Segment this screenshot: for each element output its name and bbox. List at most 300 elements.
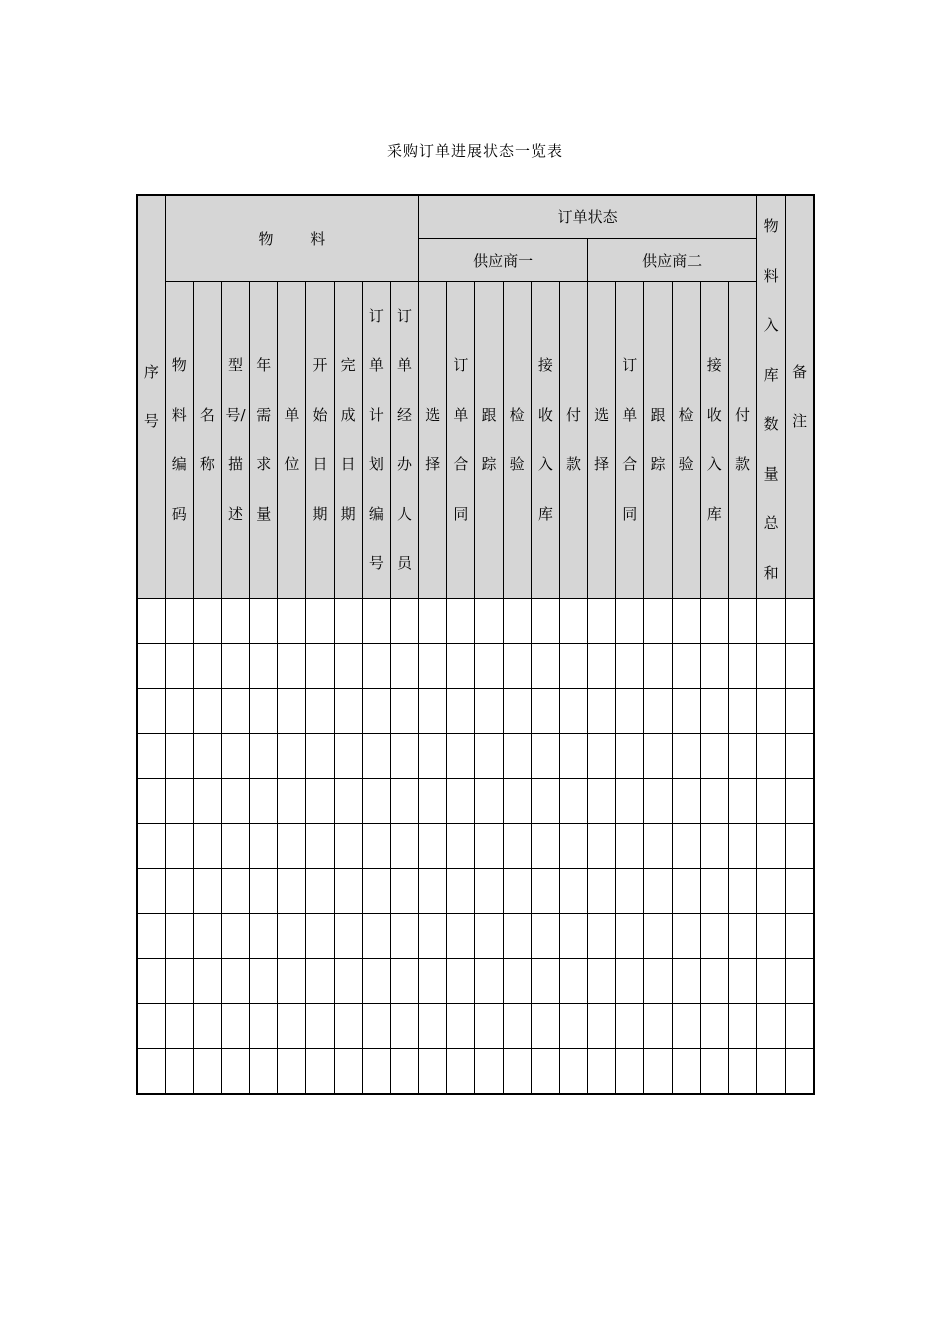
table-cell[interactable] xyxy=(419,734,447,779)
table-cell[interactable] xyxy=(559,1004,587,1049)
table-cell[interactable] xyxy=(757,824,786,869)
table-cell[interactable] xyxy=(588,959,616,1004)
table-cell[interactable] xyxy=(419,1049,447,1094)
header-supplier2-col-2 xyxy=(616,282,644,599)
table-cell[interactable] xyxy=(221,914,249,959)
table-cell[interactable] xyxy=(786,914,814,959)
material-col-label: 单 位 xyxy=(284,405,300,474)
table-cell[interactable] xyxy=(757,779,786,824)
table-cell[interactable] xyxy=(588,644,616,689)
table-cell[interactable] xyxy=(221,734,249,779)
table-cell[interactable] xyxy=(644,869,672,914)
table-cell[interactable] xyxy=(221,869,249,914)
table-cell[interactable] xyxy=(531,914,559,959)
table-cell[interactable] xyxy=(644,689,672,734)
table-cell[interactable] xyxy=(616,1049,644,1094)
table-cell[interactable] xyxy=(447,644,475,689)
table-cell[interactable] xyxy=(390,824,418,869)
table-cell[interactable] xyxy=(531,824,559,869)
table-cell[interactable] xyxy=(165,869,193,914)
table-cell[interactable] xyxy=(531,644,559,689)
table-cell[interactable] xyxy=(728,914,756,959)
supplier-col-label: 跟 踪 xyxy=(650,405,666,474)
table-cell[interactable] xyxy=(362,1049,390,1094)
table-cell[interactable] xyxy=(306,824,334,869)
table-cell[interactable] xyxy=(559,734,587,779)
table-cell[interactable] xyxy=(672,734,700,779)
table-cell[interactable] xyxy=(419,779,447,824)
table-cell[interactable] xyxy=(700,599,728,644)
table-cell[interactable] xyxy=(728,599,756,644)
header-material-col-1 xyxy=(165,282,193,599)
table-cell[interactable] xyxy=(616,644,644,689)
table-cell[interactable] xyxy=(700,869,728,914)
table-cell[interactable] xyxy=(757,1004,786,1049)
table-cell[interactable] xyxy=(278,734,306,779)
table-cell[interactable] xyxy=(700,779,728,824)
table-cell[interactable] xyxy=(193,1049,221,1094)
table-cell[interactable] xyxy=(306,914,334,959)
table-cell[interactable] xyxy=(672,824,700,869)
table-cell[interactable] xyxy=(447,1004,475,1049)
table-cell[interactable] xyxy=(250,689,278,734)
table-cell[interactable] xyxy=(700,689,728,734)
table-cell[interactable] xyxy=(531,959,559,1004)
table-cell[interactable] xyxy=(616,779,644,824)
table-cell[interactable] xyxy=(559,914,587,959)
table-cell[interactable] xyxy=(644,779,672,824)
supplier-col-label: 选 择 xyxy=(594,405,610,474)
table-cell[interactable] xyxy=(672,869,700,914)
table-cell[interactable] xyxy=(362,689,390,734)
table-cell[interactable] xyxy=(616,599,644,644)
table-cell[interactable] xyxy=(447,689,475,734)
table-cell[interactable] xyxy=(306,869,334,914)
table-cell[interactable] xyxy=(250,779,278,824)
header-supplier2-col-6 xyxy=(728,282,756,599)
table-cell[interactable] xyxy=(278,779,306,824)
table-cell[interactable] xyxy=(137,1049,165,1094)
table-cell[interactable] xyxy=(306,644,334,689)
table-cell[interactable] xyxy=(672,959,700,1004)
table-cell[interactable] xyxy=(475,1049,503,1094)
table-cell[interactable] xyxy=(390,869,418,914)
table-cell[interactable] xyxy=(390,599,418,644)
table-body xyxy=(137,599,814,1094)
table-cell[interactable] xyxy=(334,734,362,779)
table-cell[interactable] xyxy=(700,959,728,1004)
table-cell[interactable] xyxy=(334,1049,362,1094)
table-cell[interactable] xyxy=(786,689,814,734)
table-cell[interactable] xyxy=(362,824,390,869)
table-cell[interactable] xyxy=(165,644,193,689)
table-cell[interactable] xyxy=(250,824,278,869)
table-cell[interactable] xyxy=(475,824,503,869)
table-cell[interactable] xyxy=(728,959,756,1004)
table-cell[interactable] xyxy=(672,1049,700,1094)
table-cell[interactable] xyxy=(278,644,306,689)
supplier-col-label: 订 单 合 同 xyxy=(453,356,469,523)
table-cell[interactable] xyxy=(221,599,249,644)
table-cell[interactable] xyxy=(165,1004,193,1049)
table-cell[interactable] xyxy=(362,644,390,689)
table-cell[interactable] xyxy=(728,869,756,914)
table-cell[interactable] xyxy=(672,644,700,689)
table-cell[interactable] xyxy=(306,599,334,644)
table-cell[interactable] xyxy=(728,1049,756,1094)
table-cell[interactable] xyxy=(616,869,644,914)
table-cell[interactable] xyxy=(786,869,814,914)
table-cell[interactable] xyxy=(362,1004,390,1049)
table-cell[interactable] xyxy=(137,644,165,689)
table-cell[interactable] xyxy=(588,1004,616,1049)
material-in-total-label: 物 料 入 库 数 量 总 和 xyxy=(763,217,779,582)
table-cell[interactable] xyxy=(419,689,447,734)
table-cell[interactable] xyxy=(306,1049,334,1094)
table-cell[interactable] xyxy=(700,824,728,869)
table-cell[interactable] xyxy=(588,734,616,779)
header-supplier1-col-3 xyxy=(475,282,503,599)
table-cell[interactable] xyxy=(475,914,503,959)
table-cell[interactable] xyxy=(531,869,559,914)
table-cell[interactable] xyxy=(390,1004,418,1049)
table-cell[interactable] xyxy=(757,644,786,689)
table-cell[interactable] xyxy=(475,1004,503,1049)
table-cell[interactable] xyxy=(334,779,362,824)
table-cell[interactable] xyxy=(786,734,814,779)
table-cell[interactable] xyxy=(588,599,616,644)
table-cell[interactable] xyxy=(390,644,418,689)
table-cell[interactable] xyxy=(221,779,249,824)
table-cell[interactable] xyxy=(306,779,334,824)
table-cell[interactable] xyxy=(419,824,447,869)
table-cell[interactable] xyxy=(644,959,672,1004)
table-cell[interactable] xyxy=(362,779,390,824)
table-cell[interactable] xyxy=(475,689,503,734)
supplier-col-label: 付 款 xyxy=(734,405,750,474)
material-col-label: 订 单 经 办 人 员 xyxy=(397,306,413,573)
table-cell[interactable] xyxy=(757,914,786,959)
table-cell[interactable] xyxy=(616,1004,644,1049)
supplier-col-label: 订 单 合 同 xyxy=(622,356,638,523)
table-cell[interactable] xyxy=(503,914,531,959)
table-cell[interactable] xyxy=(221,959,249,1004)
table-cell[interactable] xyxy=(419,1004,447,1049)
table-cell[interactable] xyxy=(786,599,814,644)
table-cell[interactable] xyxy=(475,644,503,689)
table-cell[interactable] xyxy=(390,914,418,959)
table-row xyxy=(137,734,814,779)
table-cell[interactable] xyxy=(728,644,756,689)
table-cell[interactable] xyxy=(588,779,616,824)
table-cell[interactable] xyxy=(137,1004,165,1049)
table-cell[interactable] xyxy=(278,689,306,734)
table-cell[interactable] xyxy=(728,779,756,824)
order-status-table xyxy=(136,194,815,1095)
table-cell[interactable] xyxy=(137,824,165,869)
table-cell[interactable] xyxy=(390,734,418,779)
table-cell[interactable] xyxy=(531,689,559,734)
table-cell[interactable] xyxy=(672,914,700,959)
table-cell[interactable] xyxy=(193,914,221,959)
table-cell[interactable] xyxy=(531,779,559,824)
table-cell[interactable] xyxy=(419,599,447,644)
table-cell[interactable] xyxy=(559,824,587,869)
table-cell[interactable] xyxy=(728,734,756,779)
table-row xyxy=(137,644,814,689)
table-cell[interactable] xyxy=(250,1049,278,1094)
header-material-col-7 xyxy=(334,282,362,599)
table-cell[interactable] xyxy=(419,644,447,689)
table-cell[interactable] xyxy=(475,599,503,644)
table-row xyxy=(137,869,814,914)
material-col-label: 物 料 编 码 xyxy=(171,356,187,523)
table-cell[interactable] xyxy=(334,599,362,644)
table-cell[interactable] xyxy=(193,959,221,1004)
table-cell[interactable] xyxy=(362,599,390,644)
table-cell[interactable] xyxy=(193,599,221,644)
table-cell[interactable] xyxy=(786,779,814,824)
table-cell[interactable] xyxy=(221,1004,249,1049)
supplier-col-label: 付 款 xyxy=(565,405,581,474)
table-cell[interactable] xyxy=(475,734,503,779)
table-cell[interactable] xyxy=(193,734,221,779)
table-cell[interactable] xyxy=(165,689,193,734)
table-cell[interactable] xyxy=(165,914,193,959)
table-cell[interactable] xyxy=(334,644,362,689)
table-cell[interactable] xyxy=(672,779,700,824)
supplier-col-label: 检 验 xyxy=(678,405,694,474)
table-cell[interactable] xyxy=(728,824,756,869)
table-cell[interactable] xyxy=(503,824,531,869)
table-cell[interactable] xyxy=(334,914,362,959)
table-cell[interactable] xyxy=(786,644,814,689)
table-cell[interactable] xyxy=(137,869,165,914)
table-cell[interactable] xyxy=(221,824,249,869)
table-cell[interactable] xyxy=(644,1004,672,1049)
table-cell[interactable] xyxy=(616,734,644,779)
table-cell[interactable] xyxy=(419,914,447,959)
table-cell[interactable] xyxy=(475,779,503,824)
table-cell[interactable] xyxy=(475,869,503,914)
table-cell[interactable] xyxy=(559,959,587,1004)
table-cell[interactable] xyxy=(362,869,390,914)
table-cell[interactable] xyxy=(559,869,587,914)
table-cell[interactable] xyxy=(250,734,278,779)
table-cell[interactable] xyxy=(728,689,756,734)
table-cell[interactable] xyxy=(588,1049,616,1094)
header-supplier-2: 供应商二 xyxy=(588,238,757,281)
table-cell[interactable] xyxy=(165,779,193,824)
table-cell[interactable] xyxy=(588,914,616,959)
table-cell[interactable] xyxy=(362,959,390,1004)
table-cell[interactable] xyxy=(588,689,616,734)
table-cell[interactable] xyxy=(221,1049,249,1094)
table-cell[interactable] xyxy=(165,824,193,869)
table-cell[interactable] xyxy=(531,1004,559,1049)
table-cell[interactable] xyxy=(447,959,475,1004)
table-cell[interactable] xyxy=(278,959,306,1004)
table-cell[interactable] xyxy=(616,914,644,959)
table-cell[interactable] xyxy=(447,734,475,779)
table-cell[interactable] xyxy=(306,689,334,734)
table-cell[interactable] xyxy=(559,1049,587,1094)
table-cell[interactable] xyxy=(559,599,587,644)
table-cell[interactable] xyxy=(559,779,587,824)
table-cell[interactable] xyxy=(250,959,278,1004)
table-cell[interactable] xyxy=(700,644,728,689)
table-cell[interactable] xyxy=(503,689,531,734)
header-order-status: 订单状态 xyxy=(419,195,757,238)
table-cell[interactable] xyxy=(447,914,475,959)
table-cell[interactable] xyxy=(137,779,165,824)
table-cell[interactable] xyxy=(757,689,786,734)
table-cell[interactable] xyxy=(419,959,447,1004)
table-cell[interactable] xyxy=(700,1004,728,1049)
table-cell[interactable] xyxy=(503,959,531,1004)
table-cell[interactable] xyxy=(757,599,786,644)
table-cell[interactable] xyxy=(390,1049,418,1094)
table-cell[interactable] xyxy=(757,869,786,914)
table-cell[interactable] xyxy=(306,1004,334,1049)
table-cell[interactable] xyxy=(616,959,644,1004)
table-cell[interactable] xyxy=(193,779,221,824)
table-cell[interactable] xyxy=(503,644,531,689)
table-cell[interactable] xyxy=(757,734,786,779)
table-cell[interactable] xyxy=(531,734,559,779)
table-cell[interactable] xyxy=(250,599,278,644)
table-cell[interactable] xyxy=(137,689,165,734)
table-cell[interactable] xyxy=(278,1004,306,1049)
table-cell[interactable] xyxy=(588,869,616,914)
table-cell[interactable] xyxy=(334,689,362,734)
table-cell[interactable] xyxy=(221,689,249,734)
table-cell[interactable] xyxy=(503,599,531,644)
table-cell[interactable] xyxy=(672,599,700,644)
table-cell[interactable] xyxy=(531,1049,559,1094)
table-cell[interactable] xyxy=(250,869,278,914)
table-cell[interactable] xyxy=(644,644,672,689)
supplier-col-label: 跟 踪 xyxy=(481,405,497,474)
table-cell[interactable] xyxy=(362,734,390,779)
table-cell[interactable] xyxy=(137,599,165,644)
table-cell[interactable] xyxy=(757,1049,786,1094)
table-cell[interactable] xyxy=(728,1004,756,1049)
supplier-col-label: 接 收 入 库 xyxy=(537,356,553,523)
table-cell[interactable] xyxy=(165,734,193,779)
table-cell[interactable] xyxy=(278,824,306,869)
table-cell[interactable] xyxy=(193,869,221,914)
table-cell[interactable] xyxy=(786,1004,814,1049)
table-cell[interactable] xyxy=(644,914,672,959)
table-cell[interactable] xyxy=(503,734,531,779)
table-cell[interactable] xyxy=(390,689,418,734)
table-cell[interactable] xyxy=(165,599,193,644)
table-cell[interactable] xyxy=(786,824,814,869)
table-cell[interactable] xyxy=(390,959,418,1004)
table-cell[interactable] xyxy=(672,1004,700,1049)
table-cell[interactable] xyxy=(588,824,616,869)
table-cell[interactable] xyxy=(672,689,700,734)
table-cell[interactable] xyxy=(278,1049,306,1094)
table-cell[interactable] xyxy=(334,869,362,914)
table-cell[interactable] xyxy=(137,959,165,1004)
table-row xyxy=(137,1049,814,1094)
table-cell[interactable] xyxy=(503,1004,531,1049)
table-cell[interactable] xyxy=(221,644,249,689)
table-cell[interactable] xyxy=(193,644,221,689)
table-cell[interactable] xyxy=(447,824,475,869)
material-col-label: 完 成 日 期 xyxy=(340,356,356,523)
table-cell[interactable] xyxy=(334,959,362,1004)
sub-header-row xyxy=(137,282,814,599)
table-cell[interactable] xyxy=(786,959,814,1004)
table-cell[interactable] xyxy=(447,1049,475,1094)
table-cell[interactable] xyxy=(137,734,165,779)
table-cell[interactable] xyxy=(334,824,362,869)
table-cell[interactable] xyxy=(616,689,644,734)
table-cell[interactable] xyxy=(193,1004,221,1049)
table-cell[interactable] xyxy=(362,914,390,959)
table-cell[interactable] xyxy=(644,734,672,779)
table-cell[interactable] xyxy=(278,599,306,644)
table-cell[interactable] xyxy=(616,824,644,869)
table-cell[interactable] xyxy=(278,914,306,959)
table-cell[interactable] xyxy=(503,869,531,914)
table-cell[interactable] xyxy=(531,599,559,644)
header-material-in-total xyxy=(757,195,786,599)
table-cell[interactable] xyxy=(644,599,672,644)
table-cell[interactable] xyxy=(250,914,278,959)
table-cell[interactable] xyxy=(447,779,475,824)
header-supplier2-col-1 xyxy=(588,282,616,599)
table-cell[interactable] xyxy=(447,869,475,914)
table-cell[interactable] xyxy=(193,689,221,734)
table-cell[interactable] xyxy=(700,734,728,779)
table-cell[interactable] xyxy=(419,869,447,914)
table-cell[interactable] xyxy=(306,959,334,1004)
table-cell[interactable] xyxy=(278,869,306,914)
table-cell[interactable] xyxy=(786,1049,814,1094)
table-cell[interactable] xyxy=(700,1049,728,1094)
table-cell[interactable] xyxy=(334,1004,362,1049)
table-cell[interactable] xyxy=(250,1004,278,1049)
supplier-col-label: 接 收 入 库 xyxy=(706,356,722,523)
table-cell[interactable] xyxy=(700,914,728,959)
table-cell[interactable] xyxy=(250,644,278,689)
table-cell[interactable] xyxy=(390,779,418,824)
table-cell[interactable] xyxy=(306,734,334,779)
table-row xyxy=(137,914,814,959)
header-supplier1-col-2 xyxy=(447,282,475,599)
table-cell[interactable] xyxy=(503,779,531,824)
table-cell[interactable] xyxy=(559,689,587,734)
table-cell[interactable] xyxy=(503,1049,531,1094)
header-supplier1-col-6 xyxy=(559,282,587,599)
table-cell[interactable] xyxy=(165,959,193,1004)
table-cell[interactable] xyxy=(193,824,221,869)
table-cell[interactable] xyxy=(559,644,587,689)
table-cell[interactable] xyxy=(757,959,786,1004)
header-material-col-8 xyxy=(362,282,390,599)
header-material-col-9 xyxy=(390,282,418,599)
table-cell[interactable] xyxy=(644,1049,672,1094)
table-cell[interactable] xyxy=(165,1049,193,1094)
table-cell[interactable] xyxy=(137,914,165,959)
table-cell[interactable] xyxy=(447,599,475,644)
table-cell[interactable] xyxy=(644,824,672,869)
table-cell[interactable] xyxy=(475,959,503,1004)
